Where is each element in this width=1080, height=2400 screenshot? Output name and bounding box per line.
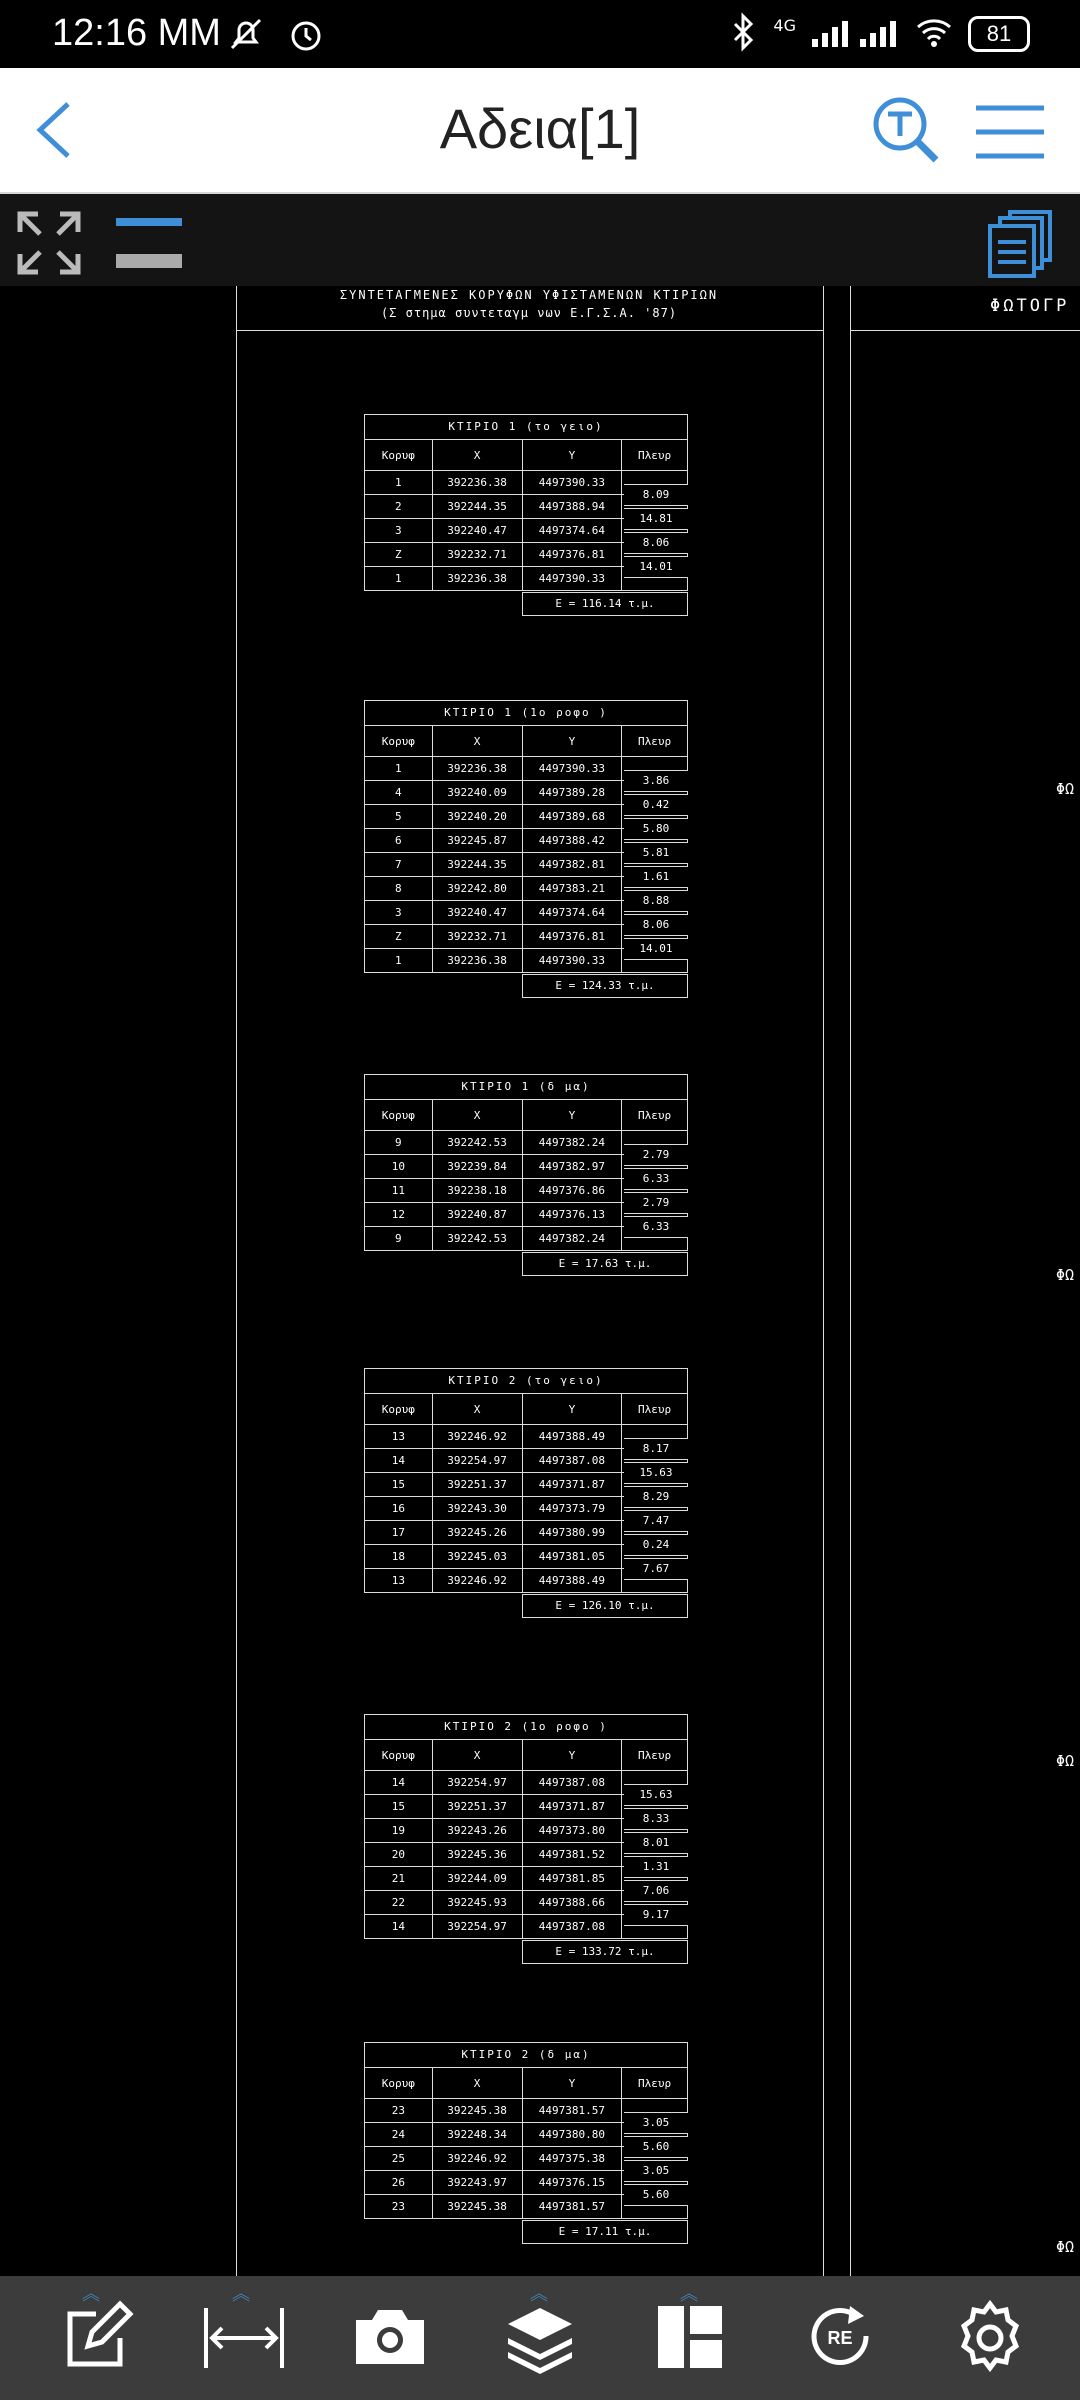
layers-expand-icon[interactable]: ︽ [530,2284,548,2305]
right-sheet-title: ΦΩΤΟΓΡ [990,296,1070,316]
y-cell: 4497371.87 [522,1795,622,1819]
side-length: 8.88 [624,890,688,912]
column-header: Χ [432,1394,522,1425]
vertex-cell: 24 [365,2123,433,2147]
x-cell: 392254.97 [432,1771,522,1795]
status-time: 12:16 MM [52,12,221,54]
y-cell: 4497374.64 [522,519,622,543]
alarm-icon [286,14,326,58]
x-cell: 392238.18 [432,1179,522,1203]
area-label: E = 116.14 τ.μ. [522,592,688,616]
measure-expand-icon[interactable]: ︽ [232,2284,250,2305]
x-cell: 392244.35 [432,495,522,519]
y-cell: 4497381.52 [522,1843,622,1867]
y-cell: 4497374.64 [522,901,622,925]
vertex-cell: 13 [365,1569,433,1593]
column-header: Υ [522,2068,622,2099]
vertex-cell: 9 [365,1131,433,1155]
signal-icon [810,15,900,53]
side-length: 5.60 [624,2184,688,2206]
table-title: ΚΤΙΡΙΟ 2 (1ο ροφο ) [364,1714,688,1740]
column-header: Υ [522,726,622,757]
x-cell: 392244.35 [432,853,522,877]
vertex-cell: 26 [365,2171,433,2195]
side-length: 15.63 [624,1462,688,1484]
column-header: Χ [432,726,522,757]
vertex-cell: 23 [365,2195,433,2219]
x-cell: 392245.03 [432,1545,522,1569]
layer-toggle-icon[interactable] [114,214,184,278]
side-length: 0.24 [624,1534,688,1556]
x-cell: 392240.20 [432,805,522,829]
drawing-canvas[interactable] [0,286,1080,2276]
x-cell: 392244.09 [432,1867,522,1891]
vertex-cell: 21 [365,1867,433,1891]
column-header: Κορυφ [365,2068,433,2099]
x-cell: 392246.92 [432,1569,522,1593]
right-photo-label-1: ΦΩ [1056,780,1075,798]
y-cell: 4497387.08 [522,1771,622,1795]
sheet-subtitle: (Σ στημα συντεταγμ νων Ε.Γ.Σ.Α. '87) [380,306,678,320]
x-cell: 392232.71 [432,925,522,949]
app-bar [0,68,1080,194]
y-cell: 4497382.24 [522,1227,622,1251]
x-cell: 392242.53 [432,1227,522,1251]
side-length: 6.33 [624,1168,688,1190]
x-cell: 392245.26 [432,1521,522,1545]
y-cell: 4497381.85 [522,1867,622,1891]
x-cell: 392240.09 [432,781,522,805]
x-cell: 392242.53 [432,1131,522,1155]
x-cell: 392236.38 [432,757,522,781]
y-cell: 4497373.79 [522,1497,622,1521]
sheets-icon[interactable] [986,210,1052,284]
y-cell: 4497376.81 [522,543,622,567]
column-header: Κορυφ [365,1100,433,1131]
side-length: 14.01 [624,556,688,578]
side-length: 8.17 [624,1438,688,1460]
x-cell: 392245.38 [432,2195,522,2219]
table-header-row [365,2068,688,2099]
vertex-cell: 25 [365,2147,433,2171]
column-header: Πλευρ [622,1100,688,1131]
right-photo-label-2: ΦΩ [1056,1266,1075,1284]
wifi-icon [914,15,954,53]
layers-icon[interactable] [500,2296,580,2386]
side-length: 1.61 [624,866,688,888]
y-cell: 4497380.80 [522,2123,622,2147]
vertex-cell: 10 [365,1155,433,1179]
column-header: Πλευρ [622,1740,688,1771]
vertex-cell: 3 [365,519,433,543]
y-cell: 4497376.86 [522,1179,622,1203]
vertex-cell: 14 [365,1449,433,1473]
vertex-cell: 17 [365,1521,433,1545]
y-cell: 4497388.94 [522,495,622,519]
x-cell: 392245.87 [432,829,522,853]
side-length: 9.17 [624,1904,688,1926]
right-photo-label-3: ΦΩ [1056,1752,1075,1770]
y-cell: 4497376.81 [522,925,622,949]
x-cell: 392245.38 [432,2099,522,2123]
column-header: Πλευρ [622,1394,688,1425]
vertex-cell: 6 [365,829,433,853]
layout-icon[interactable] [650,2296,730,2386]
vertex-cell: 1 [365,949,433,973]
x-cell: 392243.26 [432,1819,522,1843]
y-cell: 4497390.33 [522,757,622,781]
table-header-row [365,1394,688,1425]
side-length: 14.81 [624,508,688,530]
x-cell: 392251.37 [432,1795,522,1819]
x-cell: 392245.93 [432,1891,522,1915]
area-label: E = 17.63 τ.μ. [522,1252,688,1276]
table-title: ΚΤΙΡΙΟ 2 (δ μα) [364,2042,688,2068]
vertex-cell: 23 [365,2099,433,2123]
vertex-cell: 1 [365,471,433,495]
y-cell: 4497382.24 [522,1131,622,1155]
side-length: 2.79 [624,1144,688,1166]
side-length: 5.80 [624,818,688,840]
area-label: E = 133.72 τ.μ. [522,1940,688,1964]
regen-icon[interactable] [800,2296,880,2386]
y-cell: 4497390.33 [522,471,622,495]
side-length: 8.06 [624,532,688,554]
vertex-cell: 19 [365,1819,433,1843]
vertex-cell: 9 [365,1227,433,1251]
x-cell: 392236.38 [432,949,522,973]
column-header: Κορυφ [365,726,433,757]
vertex-cell: 4 [365,781,433,805]
column-header: Χ [432,2068,522,2099]
vertex-cell: 13 [365,1425,433,1449]
vertex-cell: 11 [365,1179,433,1203]
area-label: E = 124.33 τ.μ. [522,974,688,998]
y-cell: 4497383.21 [522,877,622,901]
vertex-cell: 15 [365,1473,433,1497]
page-title: Αδεια[1] [439,97,641,160]
column-header: Χ [432,440,522,471]
table-title: ΚΤΙΡΙΟ 1 (το γειο) [364,414,688,440]
x-cell: 392246.92 [432,2147,522,2171]
area-label: E = 126.10 τ.μ. [522,1594,688,1618]
x-cell: 392243.30 [432,1497,522,1521]
svg-text:RE: RE [827,2328,853,2348]
side-length: 7.06 [624,1880,688,1902]
y-cell: 4497381.57 [522,2099,622,2123]
column-header: Πλευρ [622,2068,688,2099]
side-length: 8.33 [624,1808,688,1830]
x-cell: 392236.38 [432,471,522,495]
side-length: 0.42 [624,794,688,816]
table-title: ΚΤΙΡΙΟ 1 (δ μα) [364,1074,688,1100]
camera-icon[interactable] [350,2296,430,2386]
side-length: 3.86 [624,770,688,792]
column-header: Υ [522,440,622,471]
side-length: 6.33 [624,1216,688,1238]
side-length: 7.47 [624,1510,688,1532]
sheet-title: ΣΥΝΤΕΤΑΓΜΕΝΕΣ ΚΟΡΥΦΩΝ ΥΦΙΣΤΑΜΕΝΩΝ ΚΤΙΡΙΩΝ [339,288,719,302]
column-header: Υ [522,1394,622,1425]
vertex-cell: 1 [365,757,433,781]
column-header: Πλευρ [622,726,688,757]
area-label: E = 17.11 τ.μ. [522,2220,688,2244]
x-cell: 392236.38 [432,567,522,591]
table-header-row [365,1100,688,1131]
vertex-cell: 5 [365,805,433,829]
side-length: 8.09 [624,484,688,506]
side-length: 1.31 [624,1856,688,1878]
vertex-cell: 3 [365,901,433,925]
y-cell: 4497380.99 [522,1521,622,1545]
menu-icon[interactable] [974,102,1046,166]
vertex-cell: Ζ [365,925,433,949]
side-length: 7.67 [624,1558,688,1580]
table-header-row [365,440,688,471]
x-cell: 392254.97 [432,1449,522,1473]
y-cell: 4497381.57 [522,2195,622,2219]
column-header: Πλευρ [622,440,688,471]
y-cell: 4497388.49 [522,1569,622,1593]
drawing-toolbar [0,194,1080,286]
y-cell: 4497382.97 [522,1155,622,1179]
x-cell: 392254.97 [432,1915,522,1939]
vertex-cell: 7 [365,853,433,877]
vertex-cell: 1 [365,567,433,591]
y-cell: 4497387.08 [522,1449,622,1473]
side-length: 2.79 [624,1192,688,1214]
y-cell: 4497381.05 [522,1545,622,1569]
column-header: Χ [432,1100,522,1131]
x-cell: 392246.92 [432,1425,522,1449]
vertex-cell: 14 [365,1915,433,1939]
vertex-cell: 8 [365,877,433,901]
y-cell: 4497389.28 [522,781,622,805]
vertex-cell: 15 [365,1795,433,1819]
network-label: 4G [773,15,796,35]
side-length: 15.63 [624,1784,688,1806]
side-length: 3.05 [624,2160,688,2182]
table-header-row [365,726,688,757]
layout-expand-icon[interactable]: ︽ [680,2284,698,2305]
sheet-divider [822,286,851,2276]
y-cell: 4497388.42 [522,829,622,853]
x-cell: 392251.37 [432,1473,522,1497]
vertex-cell: 2 [365,495,433,519]
column-header: Υ [522,1740,622,1771]
x-cell: 392240.47 [432,901,522,925]
side-length: 5.81 [624,842,688,864]
right-photo-label-4: ΦΩ [1056,2238,1075,2256]
y-cell: 4497376.15 [522,2171,622,2195]
vertex-cell: Ζ [365,543,433,567]
edit-icon[interactable] [56,2296,136,2386]
vertex-cell: 14 [365,1771,433,1795]
y-cell: 4497371.87 [522,1473,622,1497]
bluetooth-icon [729,12,759,56]
y-cell: 4497375.38 [522,2147,622,2171]
x-cell: 392242.80 [432,877,522,901]
y-cell: 4497390.33 [522,949,622,973]
column-header: Χ [432,1740,522,1771]
vertex-cell: 18 [365,1545,433,1569]
y-cell: 4497376.13 [522,1203,622,1227]
x-cell: 392245.36 [432,1843,522,1867]
side-length: 14.01 [624,938,688,960]
vertex-cell: 20 [365,1843,433,1867]
x-cell: 392248.34 [432,2123,522,2147]
settings-icon[interactable] [950,2296,1030,2386]
vertex-cell: 12 [365,1203,433,1227]
side-length: 8.06 [624,914,688,936]
side-length: 8.01 [624,1832,688,1854]
mute-icon [226,14,266,58]
side-length: 3.05 [624,2112,688,2134]
y-cell: 4497388.66 [522,1891,622,1915]
y-cell: 4497390.33 [522,567,622,591]
vertex-cell: 22 [365,1891,433,1915]
edit-expand-icon[interactable]: ︽ [82,2284,100,2305]
x-cell: 392240.87 [432,1203,522,1227]
table-title: ΚΤΙΡΙΟ 2 (το γειο) [364,1368,688,1394]
column-header: Υ [522,1100,622,1131]
x-cell: 392232.71 [432,543,522,567]
x-cell: 392243.97 [432,2171,522,2195]
bottom-toolbar [0,2276,1080,2400]
text-search-icon[interactable] [870,94,942,170]
fullscreen-icon[interactable] [16,210,82,280]
x-cell: 392240.47 [432,519,522,543]
y-cell: 4497382.81 [522,853,622,877]
table-header-row [365,1740,688,1771]
y-cell: 4497373.80 [522,1819,622,1843]
y-cell: 4497387.08 [522,1915,622,1939]
status-bar [0,0,1080,68]
side-length: 8.29 [624,1486,688,1508]
side-length: 5.60 [624,2136,688,2158]
column-header: Κορυφ [365,1394,433,1425]
column-header: Κορυφ [365,440,433,471]
table-title: ΚΤΙΡΙΟ 1 (1ο ροφο ) [364,700,688,726]
y-cell: 4497388.49 [522,1425,622,1449]
measure-icon[interactable] [202,2296,282,2386]
y-cell: 4497389.68 [522,805,622,829]
vertex-cell: 16 [365,1497,433,1521]
column-header: Κορυφ [365,1740,433,1771]
x-cell: 392239.84 [432,1155,522,1179]
battery-indicator: 81 [968,16,1030,52]
